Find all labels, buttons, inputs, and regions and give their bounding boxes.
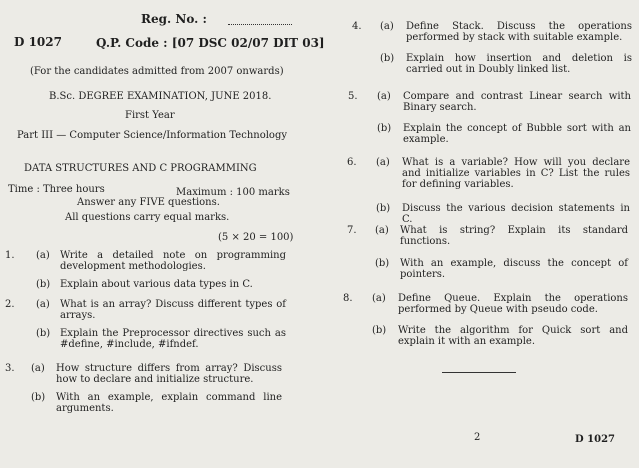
page-number: 2 — [474, 432, 481, 443]
exam-title: B.Sc. DEGREE EXAMINATION, JUNE 2018. — [49, 91, 272, 102]
question-text: Write a detailed note on programming development methodologies. — [60, 250, 286, 272]
question-text: With an example, discuss the concept of pointers. — [400, 258, 628, 280]
exam-year: First Year — [125, 110, 175, 121]
instruction-marks: All questions carry equal marks. — [65, 212, 230, 223]
question-text: Define Queue. Explain the operations performed by Queue with pseudo code. — [398, 293, 628, 315]
footer-code: D 1027 — [575, 434, 615, 445]
question-number: 3. — [5, 363, 15, 374]
time-label: Time : Three hours — [8, 184, 105, 195]
part-label: (b) — [31, 392, 46, 403]
question-number: 5. — [348, 91, 358, 102]
marks-split: (5 × 20 = 100) — [218, 232, 294, 243]
part-label: (a) — [372, 293, 386, 304]
question-text: With an example, explain command line arguments. — [56, 392, 282, 414]
question-text: Write the algorithm for Quick sort and explain it with an example. — [398, 325, 628, 347]
part-label: (a) — [31, 363, 45, 374]
part-label: (b) — [372, 325, 387, 336]
part-label: (a) — [375, 225, 389, 236]
qp-code: Q.P. Code : [07 DSC 02/07 DIT 03] — [96, 36, 325, 50]
part-label: (b) — [375, 258, 390, 269]
part-label: (b) — [36, 328, 51, 339]
question-text: Explain how insertion and deletion is carried out in Doubly linked list. — [406, 53, 632, 75]
question-text: What is string? Explain its standard functions. — [400, 225, 628, 247]
reg-no-label: Reg. No. : — [141, 12, 207, 26]
end-rule — [442, 372, 516, 373]
question-number: 7. — [347, 225, 357, 236]
candidates-note: (For the candidates admitted from 2007 onwards) — [30, 66, 284, 77]
reg-no-line — [228, 24, 292, 25]
part-label: (b) — [377, 123, 392, 134]
part-label: (a) — [36, 250, 50, 261]
part-label: (a) — [36, 299, 50, 310]
part-label: (b) — [36, 279, 51, 290]
question-text: Define Stack. Discuss the operations performed by stack with suitable example. — [406, 21, 632, 43]
question-number: 4. — [352, 21, 362, 32]
question-number: 1. — [5, 250, 15, 261]
question-number: 6. — [347, 157, 357, 168]
question-text: Explain the Preprocessor directives such as #define, #include, #ifndef. — [60, 328, 286, 350]
question-text: How structure differs from array? Discuss how to declare and initialize structure. — [56, 363, 282, 385]
question-text: Compare and contrast Linear search with Binary search. — [403, 91, 631, 113]
part-label: (b) — [376, 203, 391, 214]
max-marks: Maximum : 100 marks — [176, 187, 290, 198]
question-text: Discuss the various decision statements in C. — [402, 203, 630, 225]
question-number: 8. — [343, 293, 353, 304]
part-label: (a) — [376, 157, 390, 168]
question-text: Explain about various data types in C. — [60, 279, 253, 290]
question-text: What is an array? Discuss different types of arrays. — [60, 299, 286, 321]
question-text: Explain the concept of Bubble sort with an example. — [403, 123, 631, 145]
subject-title: DATA STRUCTURES AND C PROGRAMMING — [24, 163, 257, 174]
exam-part: Part III — Computer Science/Information Technology — [17, 130, 287, 141]
part-label: (a) — [380, 21, 394, 32]
exam-code: D 1027 — [14, 35, 62, 49]
part-label: (b) — [380, 53, 395, 64]
question-number: 2. — [5, 299, 15, 310]
question-text: What is a variable? How will you declare and initialize variables in C? List the rules for defining variables. — [402, 157, 630, 190]
instruction-answer: Answer any FIVE questions. — [77, 197, 220, 208]
part-label: (a) — [377, 91, 391, 102]
